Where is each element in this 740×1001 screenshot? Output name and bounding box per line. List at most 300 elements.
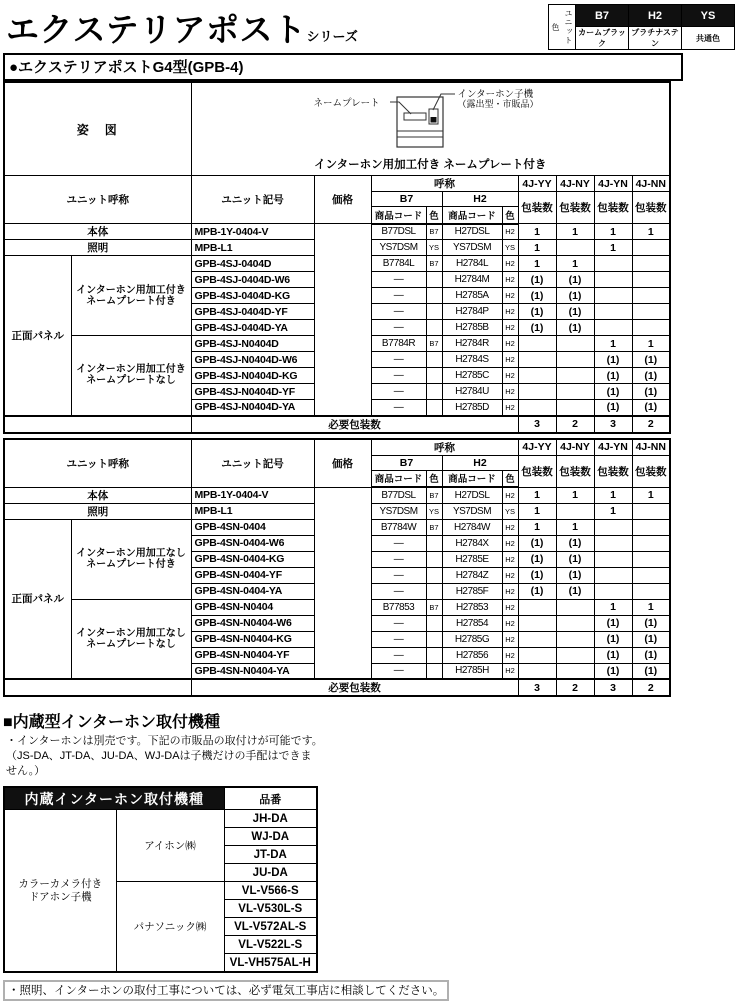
variant-header-2: 4J-YN bbox=[594, 176, 632, 192]
intercom-section-heading: ■内蔵型インターホン取付機種 bbox=[3, 714, 221, 731]
legend-name-ys: 共通色 bbox=[682, 27, 735, 50]
packing-header-2: 包装数 bbox=[594, 192, 632, 224]
h2-code-cell: H27DSL bbox=[442, 487, 502, 503]
model-cell: JT-DA bbox=[224, 846, 317, 864]
packing-header-2: 包装数 bbox=[594, 455, 632, 487]
unit-code-cell: GPB-4SJ-N0404D-YF bbox=[191, 384, 314, 400]
b7-color-cell bbox=[426, 615, 442, 631]
packing-cell: (1) bbox=[518, 583, 556, 599]
b7-code-cell: — bbox=[371, 384, 426, 400]
b7-color-cell bbox=[426, 368, 442, 384]
b7-header: B7 bbox=[371, 455, 442, 470]
b7-code-cell: — bbox=[371, 288, 426, 304]
b7-code-cell: — bbox=[371, 320, 426, 336]
h2-code-cell: H2785C bbox=[442, 368, 502, 384]
product-code-header: 商品コード bbox=[442, 470, 502, 487]
variant-header-2: 4J-YN bbox=[594, 439, 632, 456]
packing-cell bbox=[594, 272, 632, 288]
packing-cell: (1) bbox=[518, 320, 556, 336]
b7-code-cell: YS7DSM bbox=[371, 503, 426, 519]
packing-cell: 1 bbox=[518, 240, 556, 256]
h2-color-cell: H2 bbox=[502, 583, 518, 599]
required-packing-label: 必要包装数 bbox=[191, 679, 518, 696]
packing-cell: 1 bbox=[594, 503, 632, 519]
packing-cell: (1) bbox=[632, 647, 670, 663]
packing-cell bbox=[594, 288, 632, 304]
packing-cell: (1) bbox=[518, 304, 556, 320]
h2-code-cell: H2785F bbox=[442, 583, 502, 599]
unit-name-cell: 照明 bbox=[4, 240, 191, 256]
packing-cell: 1 bbox=[594, 240, 632, 256]
packing-cell bbox=[518, 647, 556, 663]
packing-cell: (1) bbox=[518, 551, 556, 567]
packing-cell: (1) bbox=[632, 368, 670, 384]
packing-cell: 1 bbox=[556, 224, 594, 240]
packing-cell: (1) bbox=[518, 288, 556, 304]
b7-code-cell: — bbox=[371, 615, 426, 631]
b7-color-cell bbox=[426, 647, 442, 663]
packing-cell bbox=[632, 503, 670, 519]
b7-code-cell: — bbox=[371, 663, 426, 679]
legend-code-b7: B7 bbox=[576, 5, 629, 27]
packing-cell bbox=[594, 583, 632, 599]
packing-cell: (1) bbox=[594, 663, 632, 679]
unit-code-cell: GPB-4SN-0404-W6 bbox=[191, 535, 314, 551]
packing-cell bbox=[556, 599, 594, 615]
packing-cell bbox=[594, 256, 632, 272]
h2-code-cell: YS7DSM bbox=[442, 503, 502, 519]
h2-color-cell: H2 bbox=[502, 224, 518, 240]
packing-cell: 1 bbox=[518, 487, 556, 503]
packing-cell: 1 bbox=[518, 224, 556, 240]
group-label-line1: インターホン用加工なし bbox=[76, 548, 186, 559]
required-packing-value: 2 bbox=[556, 416, 594, 433]
legend-name-h2: プラチナステン bbox=[629, 27, 682, 50]
required-packing-row bbox=[4, 679, 670, 696]
legend-code-ys: YS bbox=[682, 5, 735, 27]
figure-cell bbox=[191, 82, 670, 176]
required-packing-value: 3 bbox=[518, 679, 556, 696]
packing-cell bbox=[556, 663, 594, 679]
packing-cell bbox=[594, 535, 632, 551]
packing-header-0: 包装数 bbox=[518, 192, 556, 224]
intercom-model-table bbox=[3, 786, 318, 973]
b7-code-cell: B7784W bbox=[371, 519, 426, 535]
h2-code-cell: H2784U bbox=[442, 384, 502, 400]
h2-code-cell: H2784P bbox=[442, 304, 502, 320]
b7-color-cell bbox=[426, 272, 442, 288]
header-row bbox=[4, 787, 317, 810]
group-label bbox=[71, 336, 191, 416]
h2-header: H2 bbox=[442, 455, 518, 470]
maker-aiphone: アイホン㈱ bbox=[116, 810, 224, 882]
table-row bbox=[4, 224, 670, 240]
series-title: エクステリアポスト bbox=[6, 11, 307, 48]
packing-cell bbox=[632, 551, 670, 567]
unit-code-cell: GPB-4SN-N0404-YF bbox=[191, 647, 314, 663]
h2-code-cell: H2785B bbox=[442, 320, 502, 336]
packing-cell bbox=[518, 663, 556, 679]
unit-code-cell: MPB-L1 bbox=[191, 503, 314, 519]
packing-cell: (1) bbox=[556, 304, 594, 320]
packing-cell bbox=[518, 368, 556, 384]
unit-name-header: ユニット呼称 bbox=[4, 439, 191, 488]
packing-cell: 1 bbox=[594, 224, 632, 240]
unit-code-cell: GPB-4SN-N0404 bbox=[191, 599, 314, 615]
h2-code-cell: H2784X bbox=[442, 535, 502, 551]
required-packing-row bbox=[4, 416, 670, 433]
packing-cell bbox=[632, 519, 670, 535]
b7-code-cell: — bbox=[371, 368, 426, 384]
h2-color-cell: H2 bbox=[502, 663, 518, 679]
h2-color-cell: YS bbox=[502, 503, 518, 519]
packing-cell bbox=[632, 256, 670, 272]
spec-table-1 bbox=[3, 81, 671, 434]
table-row bbox=[4, 810, 317, 828]
b7-color-cell bbox=[426, 663, 442, 679]
price-cell bbox=[314, 224, 371, 416]
h2-color-cell: H2 bbox=[502, 487, 518, 503]
packing-cell: (1) bbox=[632, 400, 670, 416]
unit-code-cell: GPB-4SJ-N0404D-W6 bbox=[191, 352, 314, 368]
h2-code-cell: H2785D bbox=[442, 400, 502, 416]
packing-cell: 1 bbox=[632, 224, 670, 240]
h2-code-cell: H2785H bbox=[442, 663, 502, 679]
packing-cell bbox=[632, 288, 670, 304]
unit-code-cell: GPB-4SN-0404-YA bbox=[191, 583, 314, 599]
group-label-line2: ネームプレート付き bbox=[86, 559, 176, 570]
color-header: 色 bbox=[426, 207, 442, 224]
h2-color-cell: H2 bbox=[502, 599, 518, 615]
packing-cell: (1) bbox=[594, 368, 632, 384]
page-title bbox=[6, 4, 358, 51]
post-diagram bbox=[192, 83, 670, 175]
panel-label: 正面パネル bbox=[4, 256, 71, 416]
packing-cell: (1) bbox=[556, 535, 594, 551]
maker-panasonic: パナソニック㈱ bbox=[116, 882, 224, 973]
unit-code-cell: GPB-4SN-0404-YF bbox=[191, 567, 314, 583]
packing-cell: (1) bbox=[594, 647, 632, 663]
packing-cell bbox=[556, 240, 594, 256]
b7-color-cell bbox=[426, 631, 442, 647]
b7-code-cell: — bbox=[371, 272, 426, 288]
unit-code-cell: GPB-4SN-0404-KG bbox=[191, 551, 314, 567]
group-label bbox=[71, 256, 191, 336]
b7-code-cell: B7784L bbox=[371, 256, 426, 272]
b7-color-cell bbox=[426, 320, 442, 336]
h2-header: H2 bbox=[442, 192, 518, 207]
group-label-line2: ネームプレートなし bbox=[86, 375, 176, 387]
h2-code-cell: YS7DSM bbox=[442, 240, 502, 256]
h2-code-cell: H2784Z bbox=[442, 567, 502, 583]
figure-label: 姿 図 bbox=[4, 82, 191, 176]
packing-cell: (1) bbox=[556, 567, 594, 583]
variant-header-1: 4J-NY bbox=[556, 176, 594, 192]
unit-code-cell: GPB-4SJ-N0404D-KG bbox=[191, 368, 314, 384]
b7-color-cell: B7 bbox=[426, 256, 442, 272]
b7-color-cell bbox=[426, 352, 442, 368]
packing-cell bbox=[594, 551, 632, 567]
packing-cell bbox=[556, 352, 594, 368]
packing-cell bbox=[556, 631, 594, 647]
model-cell: JU-DA bbox=[224, 864, 317, 882]
packing-cell: (1) bbox=[556, 288, 594, 304]
packing-cell bbox=[556, 368, 594, 384]
b7-color-cell bbox=[426, 583, 442, 599]
packing-cell: 1 bbox=[632, 487, 670, 503]
h2-color-cell: H2 bbox=[502, 647, 518, 663]
unit-code-cell: GPB-4SN-N0404-YA bbox=[191, 663, 314, 679]
required-packing-value: 2 bbox=[632, 679, 670, 696]
model-cell: VL-V566-S bbox=[224, 882, 317, 900]
name-header: 呼称 bbox=[371, 176, 518, 192]
variant-header-0: 4J-YY bbox=[518, 176, 556, 192]
packing-cell: (1) bbox=[594, 615, 632, 631]
legend-name-b7: カームブラック bbox=[576, 27, 629, 50]
unit-code-cell: GPB-4SJ-0404D bbox=[191, 256, 314, 272]
legend-row-label: ユニット色 bbox=[549, 5, 576, 50]
b7-code-cell: B7784R bbox=[371, 336, 426, 352]
figure-row bbox=[4, 82, 670, 176]
unit-code-cell: MPB-1Y-0404-V bbox=[191, 487, 314, 503]
color-header: 色 bbox=[426, 470, 442, 487]
empty-cell bbox=[4, 416, 191, 433]
h2-code-cell: H2784W bbox=[442, 519, 502, 535]
h2-color-cell: H2 bbox=[502, 631, 518, 647]
packing-cell: (1) bbox=[556, 583, 594, 599]
doorphone-row-label bbox=[4, 810, 116, 973]
packing-cell bbox=[556, 503, 594, 519]
packing-cell: 1 bbox=[594, 487, 632, 503]
b7-color-cell: B7 bbox=[426, 487, 442, 503]
packing-cell: 1 bbox=[518, 503, 556, 519]
group-label bbox=[71, 519, 191, 599]
packing-cell bbox=[632, 304, 670, 320]
packing-cell: (1) bbox=[594, 352, 632, 368]
packing-cell: (1) bbox=[632, 384, 670, 400]
unit-name-cell: 照明 bbox=[4, 503, 191, 519]
row-label-line2: ドアホン子機 bbox=[28, 890, 92, 903]
unit-name-cell: 本体 bbox=[4, 487, 191, 503]
product-code-header: 商品コード bbox=[371, 207, 426, 224]
packing-cell bbox=[518, 336, 556, 352]
footer-note: ・照明、インターホンの取付工事については、必ず電気工事店に相談してください。 bbox=[3, 980, 449, 1001]
h2-color-cell: H2 bbox=[502, 551, 518, 567]
model-cell: VL-VH575AL-H bbox=[224, 954, 317, 973]
model-cell: VL-V530L-S bbox=[224, 900, 317, 918]
h2-code-cell: H2784L bbox=[442, 256, 502, 272]
panel-label: 正面パネル bbox=[4, 519, 71, 679]
unit-code-cell: MPB-L1 bbox=[191, 240, 314, 256]
model-cell: VL-V522L-S bbox=[224, 936, 317, 954]
packing-cell: 1 bbox=[518, 256, 556, 272]
packing-cell bbox=[518, 615, 556, 631]
packing-header-3: 包装数 bbox=[632, 192, 670, 224]
h2-color-cell: H2 bbox=[502, 352, 518, 368]
packing-cell bbox=[632, 535, 670, 551]
packing-cell: 1 bbox=[556, 256, 594, 272]
h2-code-cell: H2784S bbox=[442, 352, 502, 368]
packing-cell: 1 bbox=[594, 336, 632, 352]
h2-code-cell: H2785G bbox=[442, 631, 502, 647]
b7-color-cell bbox=[426, 384, 442, 400]
h2-color-cell: H2 bbox=[502, 535, 518, 551]
b7-color-cell bbox=[426, 535, 442, 551]
unit-code-cell: GPB-4SJ-0404D-YF bbox=[191, 304, 314, 320]
group-label-line1: インターホン用加工付き bbox=[76, 284, 186, 296]
required-packing-value: 2 bbox=[632, 416, 670, 433]
color-header: 色 bbox=[502, 470, 518, 487]
unit-code-cell: GPB-4SJ-0404D-KG bbox=[191, 288, 314, 304]
h2-code-cell: H2785A bbox=[442, 288, 502, 304]
h2-code-cell: H27854 bbox=[442, 615, 502, 631]
section-title: ●エクステリアポストG4型(GPB-4) bbox=[3, 53, 683, 81]
h2-color-cell: H2 bbox=[502, 336, 518, 352]
packing-header-1: 包装数 bbox=[556, 455, 594, 487]
packing-cell: (1) bbox=[518, 535, 556, 551]
b7-code-cell: — bbox=[371, 631, 426, 647]
required-packing-value: 3 bbox=[594, 679, 632, 696]
variant-header-1: 4J-NY bbox=[556, 439, 594, 456]
legend-code-h2: H2 bbox=[629, 5, 682, 27]
header-row bbox=[4, 176, 670, 192]
b7-code-cell: — bbox=[371, 583, 426, 599]
packing-cell bbox=[518, 352, 556, 368]
spec-table-2 bbox=[3, 438, 671, 698]
packing-cell: 1 bbox=[632, 336, 670, 352]
note-line: （JS-DA、JT-DA、JU-DA、WJ-DAは子機だけの手配はできま bbox=[6, 750, 312, 762]
b7-color-cell bbox=[426, 288, 442, 304]
series-suffix: シリーズ bbox=[306, 29, 358, 44]
nameplate-label: ネームプレート bbox=[313, 98, 380, 109]
unit-code-cell: GPB-4SN-N0404-KG bbox=[191, 631, 314, 647]
packing-cell: (1) bbox=[518, 567, 556, 583]
b7-color-cell: B7 bbox=[426, 599, 442, 615]
h2-color-cell: H2 bbox=[502, 400, 518, 416]
model-cell: JH-DA bbox=[224, 810, 317, 828]
packing-cell bbox=[594, 320, 632, 336]
packing-cell: (1) bbox=[556, 551, 594, 567]
packing-cell: 1 bbox=[632, 599, 670, 615]
packing-cell bbox=[556, 400, 594, 416]
packing-cell bbox=[594, 304, 632, 320]
h2-color-cell: H2 bbox=[502, 304, 518, 320]
required-packing-value: 2 bbox=[556, 679, 594, 696]
packing-cell: (1) bbox=[556, 320, 594, 336]
note-line: せん。） bbox=[6, 765, 46, 777]
b7-code-cell: B77DSL bbox=[371, 487, 426, 503]
packing-cell bbox=[632, 272, 670, 288]
unit-code-cell: GPB-4SN-N0404-W6 bbox=[191, 615, 314, 631]
packing-cell: (1) bbox=[632, 615, 670, 631]
note-line: ・インターホンは別売です。下記の市販品の取付けが可能です。 bbox=[6, 735, 323, 747]
b7-color-cell: YS bbox=[426, 240, 442, 256]
intercom-table-header: 内蔵インターホン取付機種 bbox=[4, 787, 224, 810]
unit-code-cell: GPB-4SJ-N0404D-YA bbox=[191, 400, 314, 416]
group-label-line2: ネームプレートなし bbox=[86, 638, 176, 650]
unit-name-cell: 本体 bbox=[4, 224, 191, 240]
intercom-section-note bbox=[6, 734, 740, 779]
packing-cell: (1) bbox=[632, 631, 670, 647]
unit-code-cell: GPB-4SN-0404 bbox=[191, 519, 314, 535]
b7-code-cell: YS7DSM bbox=[371, 240, 426, 256]
h2-code-cell: H27853 bbox=[442, 599, 502, 615]
group-label-line1: インターホン用加工付き bbox=[76, 364, 186, 376]
b7-code-cell: — bbox=[371, 352, 426, 368]
variant-header-3: 4J-NN bbox=[632, 439, 670, 456]
b7-header: B7 bbox=[371, 192, 442, 207]
packing-cell: (1) bbox=[594, 400, 632, 416]
packing-cell bbox=[518, 400, 556, 416]
h2-code-cell: H2784R bbox=[442, 336, 502, 352]
packing-header-3: 包装数 bbox=[632, 455, 670, 487]
h2-color-cell: H2 bbox=[502, 615, 518, 631]
packing-cell bbox=[518, 631, 556, 647]
price-cell bbox=[314, 487, 371, 679]
model-number-header: 品番 bbox=[224, 787, 317, 810]
b7-color-cell: B7 bbox=[426, 224, 442, 240]
packing-cell bbox=[518, 599, 556, 615]
figure-caption: インターホン用加工付き ネームプレート付き bbox=[314, 159, 547, 171]
b7-color-cell: YS bbox=[426, 503, 442, 519]
unit-code-cell: GPB-4SJ-0404D-YA bbox=[191, 320, 314, 336]
group-label-line2: ネームプレート付き bbox=[86, 295, 176, 307]
b7-code-cell: — bbox=[371, 304, 426, 320]
packing-cell: (1) bbox=[594, 631, 632, 647]
color-header: 色 bbox=[502, 207, 518, 224]
variant-header-0: 4J-YY bbox=[518, 439, 556, 456]
packing-cell bbox=[632, 240, 670, 256]
packing-cell: (1) bbox=[632, 663, 670, 679]
b7-code-cell: — bbox=[371, 551, 426, 567]
packing-cell: (1) bbox=[518, 272, 556, 288]
top-bar bbox=[0, 0, 740, 50]
h2-code-cell: H2784M bbox=[442, 272, 502, 288]
packing-cell bbox=[594, 567, 632, 583]
h2-color-cell: YS bbox=[502, 240, 518, 256]
required-packing-value: 3 bbox=[594, 416, 632, 433]
packing-cell bbox=[556, 615, 594, 631]
packing-cell bbox=[594, 519, 632, 535]
b7-code-cell: — bbox=[371, 535, 426, 551]
b7-color-cell bbox=[426, 551, 442, 567]
b7-color-cell: B7 bbox=[426, 519, 442, 535]
h2-color-cell: H2 bbox=[502, 368, 518, 384]
packing-cell: 1 bbox=[556, 487, 594, 503]
b7-color-cell bbox=[426, 400, 442, 416]
product-code-header: 商品コード bbox=[371, 470, 426, 487]
packing-cell bbox=[632, 583, 670, 599]
packing-header-0: 包装数 bbox=[518, 455, 556, 487]
price-header: 価格 bbox=[314, 439, 371, 488]
h2-color-cell: H2 bbox=[502, 519, 518, 535]
unit-code-header: ユニット記号 bbox=[191, 176, 314, 224]
header-row bbox=[4, 439, 670, 456]
table-row bbox=[4, 487, 670, 503]
b7-color-cell bbox=[426, 567, 442, 583]
group-label-line1: インターホン用加工なし bbox=[76, 627, 186, 639]
model-cell: WJ-DA bbox=[224, 828, 317, 846]
packing-cell bbox=[518, 384, 556, 400]
packing-cell: (1) bbox=[556, 272, 594, 288]
b7-code-cell: — bbox=[371, 567, 426, 583]
b7-code-cell: — bbox=[371, 647, 426, 663]
packing-cell bbox=[632, 320, 670, 336]
unit-code-cell: MPB-1Y-0404-V bbox=[191, 224, 314, 240]
packing-cell bbox=[632, 567, 670, 583]
unit-code-header: ユニット記号 bbox=[191, 439, 314, 488]
packing-cell: 1 bbox=[556, 519, 594, 535]
